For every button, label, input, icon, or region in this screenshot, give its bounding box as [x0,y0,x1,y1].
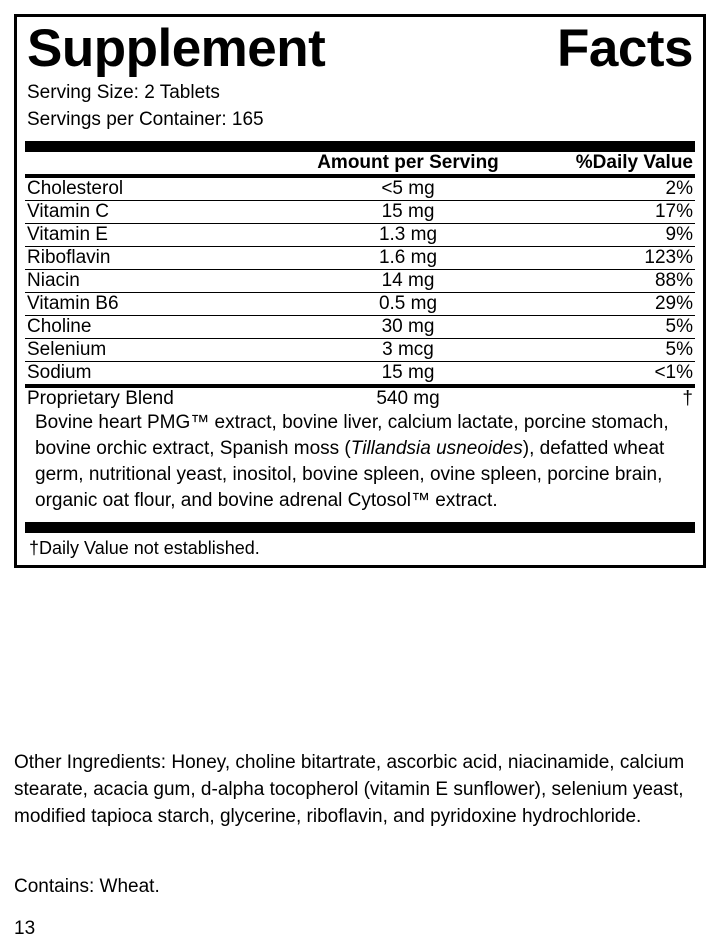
nutrient-dv: 88% [529,269,695,292]
nutrition-table [25,152,695,174]
header-amount-per-serving: Amount per Serving [317,151,499,173]
table-row [25,388,695,410]
table-row [25,292,695,315]
servings-per-container: Servings per Container: 165 [27,109,264,131]
table-row [25,178,695,201]
table-row [25,200,695,223]
divider-thick-bottom [25,522,695,533]
nutrient-dv: 29% [529,292,695,315]
blend-ingredients-part2: ), defatted wheat germ, nutritional yeast, inositol, bovine spleen, ovine spleen, porcine brain, organic oat flour, and bovine adrenal Cytosol™ extract. [35,437,665,512]
divider-thick-top [25,141,695,152]
table-row [25,361,695,384]
blend-ingredients-part1: Bovine heart PMG™ extract, bovine liver, calcium lactate, porcine stomach, bovine orchic extract, Spanish moss ( [35,411,669,459]
nutrient-name: Sodium [25,361,287,384]
blend-ingredients-latin-name: Tillandsia usneoides [350,437,523,459]
nutrient-dv: 17% [529,200,695,223]
proprietary-blend-row [25,388,695,410]
other-ingredients: Other Ingredients: Honey, choline bitartrate, ascorbic acid, niacinamide, calcium stearate, acacia gum, d-alpha tocopherol (vitamin E sunflower), selenium yeast, modified tapioca starch, glycerine, riboflavin, and pyridoxine hydrochloride. [14,752,685,827]
nutrient-amount: 15 mg [287,361,529,384]
blend-amount: 540 mg [376,387,440,409]
contains-statement: Contains: Wheat. [14,876,160,897]
nutrient-name: Vitamin E [25,223,287,246]
nutrient-name: Choline [25,315,287,338]
nutrient-amount: 1.3 mg [287,223,529,246]
table-row [25,315,695,338]
nutrient-name: Vitamin B6 [25,292,287,315]
blend-name: Proprietary Blend [27,387,174,409]
page-number: 13 [14,918,36,939]
panel-title-facts: Facts [557,19,693,78]
daily-value-footnote: †Daily Value not established. [29,537,260,558]
nutrient-amount: <5 mg [381,177,435,199]
table-row [25,338,695,361]
nutrient-dv: 5% [529,315,695,338]
nutrient-amount: 14 mg [287,269,529,292]
nutrient-dv: 123% [529,246,695,269]
table-row [25,223,695,246]
nutrient-name: Cholesterol [27,177,124,199]
panel-title [27,21,693,77]
nutrient-name: Riboflavin [25,246,287,269]
nutrient-amount: 3 mcg [287,338,529,361]
serving-size: Serving Size: 2 Tablets [27,81,220,103]
nutrient-dv: 2% [665,177,693,199]
nutrient-amount: 15 mg [287,200,529,223]
nutrient-dv: 5% [529,338,695,361]
header-daily-value: %Daily Value [575,151,693,173]
nutrient-amount: 0.5 mg [287,292,529,315]
panel-title-supplement: Supplement [27,19,326,78]
table-row [25,246,695,269]
nutrient-amount: 1.6 mg [287,246,529,269]
table-row [25,269,695,292]
nutrient-amount: 30 mg [287,315,529,338]
nutrient-name: Selenium [25,338,287,361]
blend-dv: † [682,387,693,409]
header-nutrient [25,152,287,174]
blend-ingredients [35,410,693,515]
nutrient-dv: 9% [529,223,695,246]
nutrient-dv: <1% [529,361,695,384]
supplement-facts-panel [14,14,706,568]
nutrient-rows [25,178,695,384]
table-header-row [25,152,695,174]
nutrient-name: Niacin [25,269,287,292]
nutrient-name: Vitamin C [25,200,287,223]
